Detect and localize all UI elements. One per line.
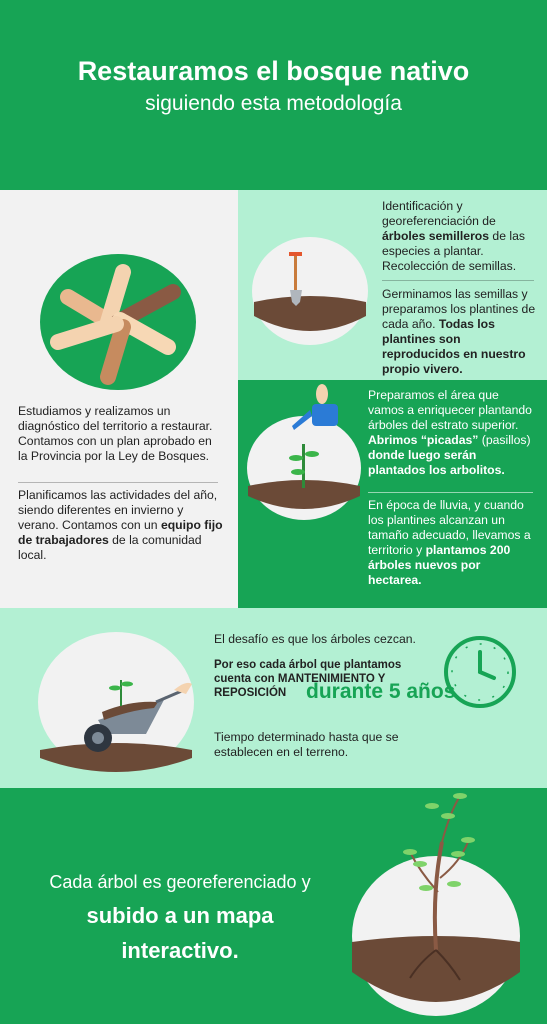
divider <box>18 482 218 483</box>
desafio-bold: Por eso cada árbol que plantamos cuenta con MANTENIMIENTO Y REPOSICIÓN <box>214 659 402 699</box>
semillas-text: Identificación y georeferenciación de árboles semilleros de las especies a plantar. Recolección de semillas. <box>382 199 525 273</box>
duration-label: durante 5 años <box>306 680 456 703</box>
plantacion-text: En época de lluvia, y cuando los plantines alcanzan un tamaño adecuado, llevamos a territorio y plantamos 200 árboles nuevos por hectarea. <box>368 498 531 587</box>
hands-circle-icon <box>38 252 198 392</box>
watering-can-icon <box>244 380 364 520</box>
preparacion-text: Preparamos el área que vamos a enriquecer plantando árboles del estrato superior. Abrimos “picadas” (pasillos) donde luego serán plantados los arbolitos. <box>368 388 532 477</box>
final-text: Cada árbol es georeferenciado y subido a un mapa interactivo. <box>49 872 311 963</box>
tree-icon <box>350 782 520 1022</box>
clock-icon <box>440 632 520 712</box>
planificacion-text: Planificamos las actividades del año, siendo diferentes en invierno y verano. Contamos con un equipo fijo de trabajadores de la comunidad local. <box>18 488 223 562</box>
desafio-note: Tiempo determinado hasta que se establecen en el terreno. <box>214 730 399 759</box>
desafio-line: El desafío es que los árboles cezcan. <box>214 632 416 646</box>
divider <box>368 492 533 493</box>
shovel-icon <box>250 236 370 346</box>
wheelbarrow-icon <box>36 630 200 780</box>
divider <box>382 280 534 281</box>
page-subtitle: siguiendo esta metodología <box>145 92 402 115</box>
page-title: Restauramos el bosque nativo <box>77 56 470 86</box>
diagnostico-text: Estudiamos y realizamos un diagnóstico del territorio a restaurar. Contamos con un plan aprobado en la Provincia por la Ley de Bosques. <box>18 404 213 463</box>
germinacion-text: Germinamos las semillas y preparamos los plantines de cada año. Todas los plantines son reproducidos en nuestro propio vivero. <box>382 287 536 376</box>
